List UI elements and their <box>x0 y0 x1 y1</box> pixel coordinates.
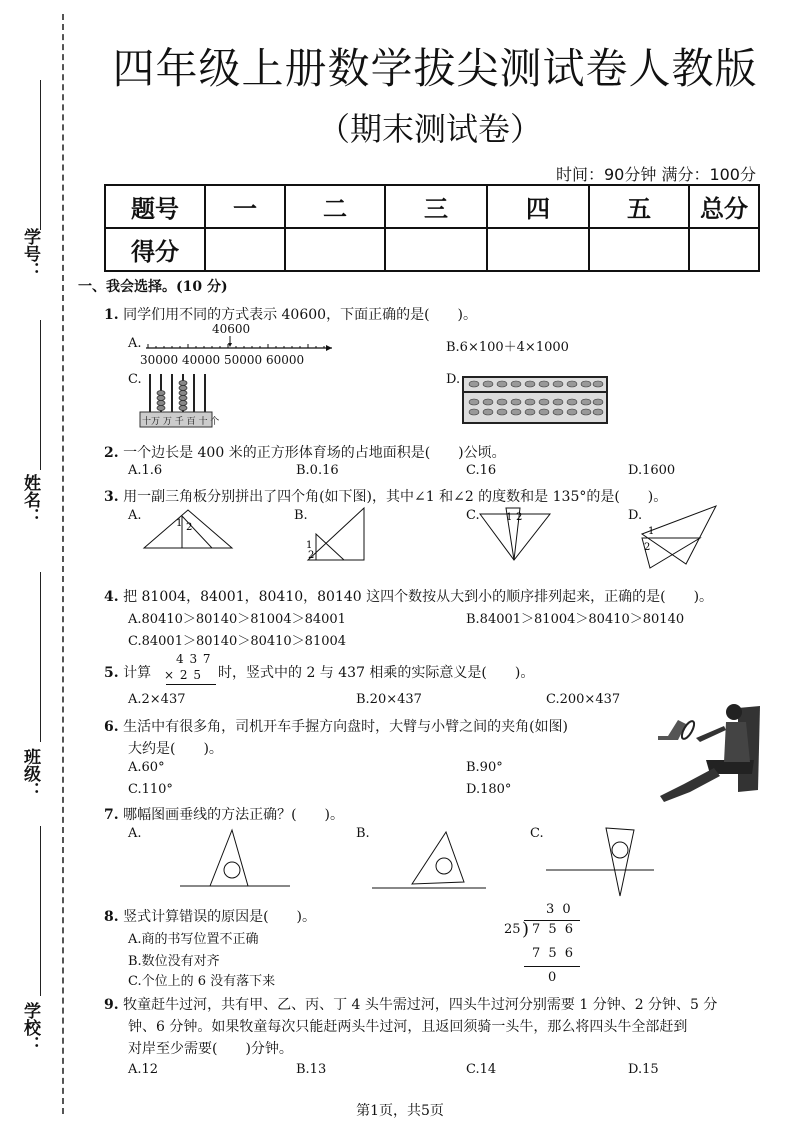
option-a[interactable]: A. <box>128 508 142 523</box>
page-subtitle: （期末测试卷） <box>317 110 542 148</box>
perpendicular-figure-b <box>372 826 488 892</box>
triangle-figure-b <box>304 504 368 562</box>
option-d[interactable]: D.1600 <box>628 463 676 478</box>
question-text-line2: 钟、6 分钟。如果牧童每次只能赶两头牛过河，且返回须骑一头牛，那么将四头牛全部赶到 <box>128 1019 688 1035</box>
score-cell: 五 <box>589 185 689 228</box>
question-8 <box>104 906 316 926</box>
score-table-header-row <box>105 185 759 228</box>
abacus-place-labels: 十万 万 千 百 十 个 <box>142 417 220 427</box>
question-number: 3. <box>104 489 119 505</box>
name-label: 姓名： <box>20 474 40 525</box>
time-info: 时间：90分钟 满分：100分 <box>556 165 756 184</box>
question-5 <box>104 662 151 682</box>
score-table-score-row <box>105 228 759 271</box>
student-id-line <box>40 80 41 230</box>
option-c[interactable]: C.14 <box>466 1062 497 1077</box>
option-c[interactable]: C.16 <box>466 463 497 478</box>
option-b[interactable]: B.84001＞81004＞80410＞80140 <box>466 612 685 627</box>
question-4 <box>104 586 713 606</box>
option-d[interactable]: D. <box>628 508 643 523</box>
option-c[interactable]: C. <box>466 508 480 523</box>
score-input-cell[interactable] <box>285 228 385 271</box>
question-text: 生活中有很多角，司机开车手握方向盘时，大臂与小臂之间的夹角(如图) <box>123 719 569 735</box>
page-footer: 第1页，共5页 <box>356 1103 444 1119</box>
school-line <box>40 826 41 996</box>
question-text: 用一副三角板分别拼出了四个角(如下图)，其中∠1 和∠2 的度数和是 135°的是( )。 <box>123 489 668 505</box>
score-table <box>104 184 760 272</box>
score-cell: 题号 <box>105 185 205 228</box>
option-a[interactable]: A. <box>128 336 142 351</box>
triangle-figure-a <box>142 508 234 550</box>
question-text: 把 81004，84001，80410，80140 这四个数按从大到小的顺序排列起来，正确的是( )。 <box>123 589 714 605</box>
option-d[interactable]: D.15 <box>628 1062 659 1077</box>
option-b[interactable]: B.90° <box>466 760 503 775</box>
vertical-calc-top: 4 3 7 <box>176 652 212 666</box>
option-a[interactable]: A.商的书写位置不正确 <box>128 932 259 947</box>
question-number: 8. <box>104 909 119 925</box>
svg-text:2: 2 <box>644 542 651 553</box>
question-text: 哪幅图画垂线的方法正确？( )。 <box>123 807 345 823</box>
option-d[interactable]: D.180° <box>466 782 512 797</box>
question-7 <box>104 804 344 824</box>
question-6 <box>104 716 568 736</box>
score-cell: 四 <box>487 185 589 228</box>
perpendicular-figure-c <box>546 826 656 900</box>
option-a[interactable]: A.2×437 <box>128 692 186 707</box>
question-number: 4. <box>104 589 119 605</box>
score-cell: 总分 <box>689 185 759 228</box>
svg-text:1: 1 <box>306 540 313 551</box>
option-a[interactable]: A.1.6 <box>128 463 163 478</box>
question-text: 牧童赶牛过河，共有甲、乙、丙、丁 4 头牛需过河，四头牛过河分别需要 1 分钟、2 分钟、5 分 <box>123 997 718 1013</box>
perpendicular-figure-a <box>180 826 292 892</box>
question-1 <box>104 304 477 324</box>
question-number: 2. <box>104 445 119 461</box>
question-9 <box>104 994 717 1014</box>
vertical-calc-bottom: × 2 5 <box>164 668 202 682</box>
option-c[interactable]: C.84001＞80140＞80410＞81004 <box>128 634 347 649</box>
option-b[interactable]: B. <box>294 508 308 523</box>
score-cell: 一 <box>205 185 285 228</box>
option-a[interactable]: A.12 <box>128 1062 159 1077</box>
driver-illustration <box>654 700 774 804</box>
division-quotient: 3 0 <box>546 902 573 917</box>
division-remainder: 0 <box>548 970 557 985</box>
option-b[interactable]: B.20×437 <box>356 692 422 707</box>
division-divisor: 25 <box>504 922 521 937</box>
number-line-figure <box>146 336 336 354</box>
option-c[interactable]: C.110° <box>128 782 173 797</box>
division-bar <box>524 920 580 921</box>
svg-text:1: 1 <box>648 526 655 537</box>
score-input-cell[interactable] <box>689 228 759 271</box>
question-3 <box>104 486 667 506</box>
question-text: 竖式计算错误的原因是( )。 <box>123 909 317 925</box>
question-number: 5. <box>104 665 119 681</box>
svg-text:1: 1 <box>506 512 513 523</box>
score-input-cell[interactable] <box>589 228 689 271</box>
option-c[interactable]: C.个位上的 6 没有落下来 <box>128 974 276 989</box>
division-bracket: ) <box>522 919 530 940</box>
triangle-figure-d <box>640 504 720 570</box>
option-b[interactable]: B. <box>356 826 370 841</box>
option-c[interactable]: C. <box>128 372 142 387</box>
option-c[interactable]: C. <box>530 826 544 841</box>
triangle-figure-c <box>476 504 554 562</box>
option-b[interactable]: B.数位没有对齐 <box>128 954 220 969</box>
question-text: 一个边长是 400 米的正方形体育场的占地面积是( )公顷。 <box>123 445 506 461</box>
question-text: 同学们用不同的方式表示 40600，下面正确的是( )。 <box>123 307 477 323</box>
abacus-figure <box>462 376 608 424</box>
vertical-calc-line <box>166 684 216 685</box>
question-number: 9. <box>104 997 119 1013</box>
option-b[interactable]: B.6×100＋4×1000 <box>446 340 569 355</box>
svg-text:1: 1 <box>176 518 183 529</box>
number-line-axis-labels: 30000 40000 50000 60000 <box>140 353 305 367</box>
question-number: 1. <box>104 307 119 323</box>
question-number: 7. <box>104 807 119 823</box>
student-id-label: 学号： <box>20 228 40 279</box>
score-input-cell[interactable] <box>385 228 487 271</box>
score-input-cell[interactable] <box>487 228 589 271</box>
school-label: 学校： <box>20 1002 40 1053</box>
division-dividend: 7 5 6 <box>532 922 576 937</box>
name-line <box>40 320 41 470</box>
question-2 <box>104 442 506 462</box>
option-a[interactable]: A.60° <box>128 760 165 775</box>
score-cell: 三 <box>385 185 487 228</box>
division-subtract-line <box>524 966 580 967</box>
score-input-cell[interactable] <box>205 228 285 271</box>
score-cell: 二 <box>285 185 385 228</box>
binding-dashed-line <box>62 14 64 1114</box>
option-b[interactable]: B.0.16 <box>296 463 339 478</box>
class-line <box>40 572 41 742</box>
page-title: 四年级上册数学拔尖测试卷人教版 <box>112 44 758 93</box>
question-text: 计算 <box>123 665 152 681</box>
class-label: 班级： <box>20 748 40 799</box>
division-subtract: 7 5 6 <box>532 946 576 961</box>
score-cell: 得分 <box>105 228 205 271</box>
svg-text:2: 2 <box>308 550 315 561</box>
question-text-continued: 时，竖式中的 2 与 437 相乘的实际意义是( )。 <box>218 665 535 681</box>
question-text-line3: 对岸至少需要( )分钟。 <box>128 1041 293 1057</box>
question-number: 6. <box>104 719 119 735</box>
number-line-top-label: 40600 <box>212 322 251 336</box>
option-d[interactable]: D. <box>446 372 461 387</box>
svg-text:2: 2 <box>516 512 523 523</box>
option-b[interactable]: B.13 <box>296 1062 327 1077</box>
option-a[interactable]: A.80410＞80140＞81004＞84001 <box>128 612 346 627</box>
option-c[interactable]: C.200×437 <box>546 692 621 707</box>
section-heading: 一、我会选择。(10 分) <box>78 279 228 295</box>
question-text-line2: 大约是( )。 <box>128 741 223 757</box>
svg-text:2: 2 <box>186 522 193 533</box>
option-a[interactable]: A. <box>128 826 142 841</box>
